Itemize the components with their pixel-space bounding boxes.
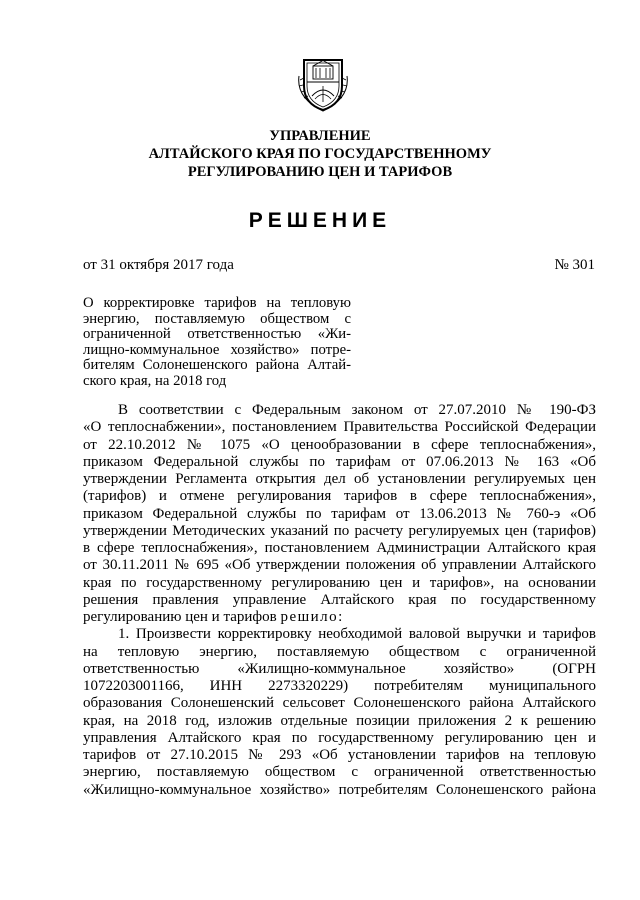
body-line: тарифов от 27.10.2015 № 293 «Об установлении тарифов на тепловую <box>83 747 596 763</box>
coat-of-arms-icon <box>298 56 348 112</box>
body-line: края по государственному регулированию цен и тарифов», на основании <box>83 574 596 591</box>
subject-line: лищно-коммунальное хозяйство» потре- <box>83 342 351 358</box>
subject-line: ского края, на 2018 год <box>83 373 227 389</box>
subject-line: бителям Солонешенского района Алтай- <box>83 358 351 374</box>
subject-line: ограниченной ответственностью «Жи- <box>83 327 351 343</box>
decision-body <box>83 402 596 799</box>
body-line: управления Алтайского края по государственному регулированию цен и <box>83 729 596 746</box>
body-line: утверждении Методических указаний по расчету регулируемых цен (тарифов) <box>83 522 596 539</box>
body-line: ответственностью «Жилищно-коммунальное хозяйство» (ОГРН <box>83 660 596 677</box>
body-line: утверждении Регламента открытия дел об установлении регулируемых цен <box>83 471 596 487</box>
subject-line: О корректировке тарифов на тепловую <box>83 296 351 311</box>
body-line: от 22.10.2012 № 1075 «О ценообразовании в сфере теплоснабжения», <box>83 436 596 453</box>
body-line: 1. Произвести корректировку необходимой валовой выручки и тарифов <box>118 626 596 643</box>
agency-name-line-1: УПРАВЛЕНИЕ <box>269 128 371 144</box>
body-line: 1072203001166, ИНН 2273320229) потребителям муниципального <box>83 678 596 694</box>
resolved-word: решило: <box>280 609 344 625</box>
agency-name-line-3: РЕГУЛИРОВАНИЮ ЦЕН И ТАРИФОВ <box>187 164 453 180</box>
body-line: в сфере теплоснабжения», постановлением Администрации Алтайского края <box>83 540 596 556</box>
body-line-text: регулированию цен и тарифов <box>83 609 277 625</box>
body-line: края, на 2018 год, изложив отдельные позиции приложения 2 к решению <box>83 712 596 729</box>
body-line <box>83 609 596 626</box>
body-line: решения правления управление Алтайского края по государственному <box>83 591 596 608</box>
decision-number: № 301 <box>554 257 595 273</box>
subject-block <box>83 296 351 390</box>
body-line: энергию, поставляемую обществом с ограниченной ответственностью <box>83 764 596 781</box>
subject-line: энергию, поставляемую обществом с <box>83 311 351 327</box>
body-line: В соответствии с Федеральным законом от 27.07.2010 № 190-ФЗ <box>118 402 596 418</box>
document-type-title: РЕШЕНИЕ <box>248 209 392 232</box>
body-line: на тепловую энергию, поставляемую обществом с ограниченной <box>83 643 596 660</box>
body-line: (тарифов) и отмене регулирования тарифов в сфере теплоснабжения», <box>83 488 596 505</box>
agency-name-line-2: АЛТАЙСКОГО КРАЯ ПО ГОСУДАРСТВЕННОМУ <box>148 146 492 162</box>
decision-date: от 31 октября 2017 года <box>83 257 234 273</box>
body-line: образования Солонешенский сельсовет Солонешенского района Алтайского <box>83 695 596 712</box>
body-line: «О теплоснабжении», постановлением Правительства Российской Федерации <box>83 419 596 436</box>
body-line: приказом Федеральной службы по тарифам от 07.06.2013 № 163 «Об <box>83 453 596 470</box>
body-line: «Жилищно-коммунальное хозяйство» потребителям Солонешенского района <box>83 781 596 798</box>
body-line: от 30.11.2011 № 695 «Об утверждении положения об управлении Алтайского <box>83 557 596 574</box>
body-line: приказом Федеральной службы по тарифам от 13.06.2013 № 760-э «Об <box>83 505 596 522</box>
